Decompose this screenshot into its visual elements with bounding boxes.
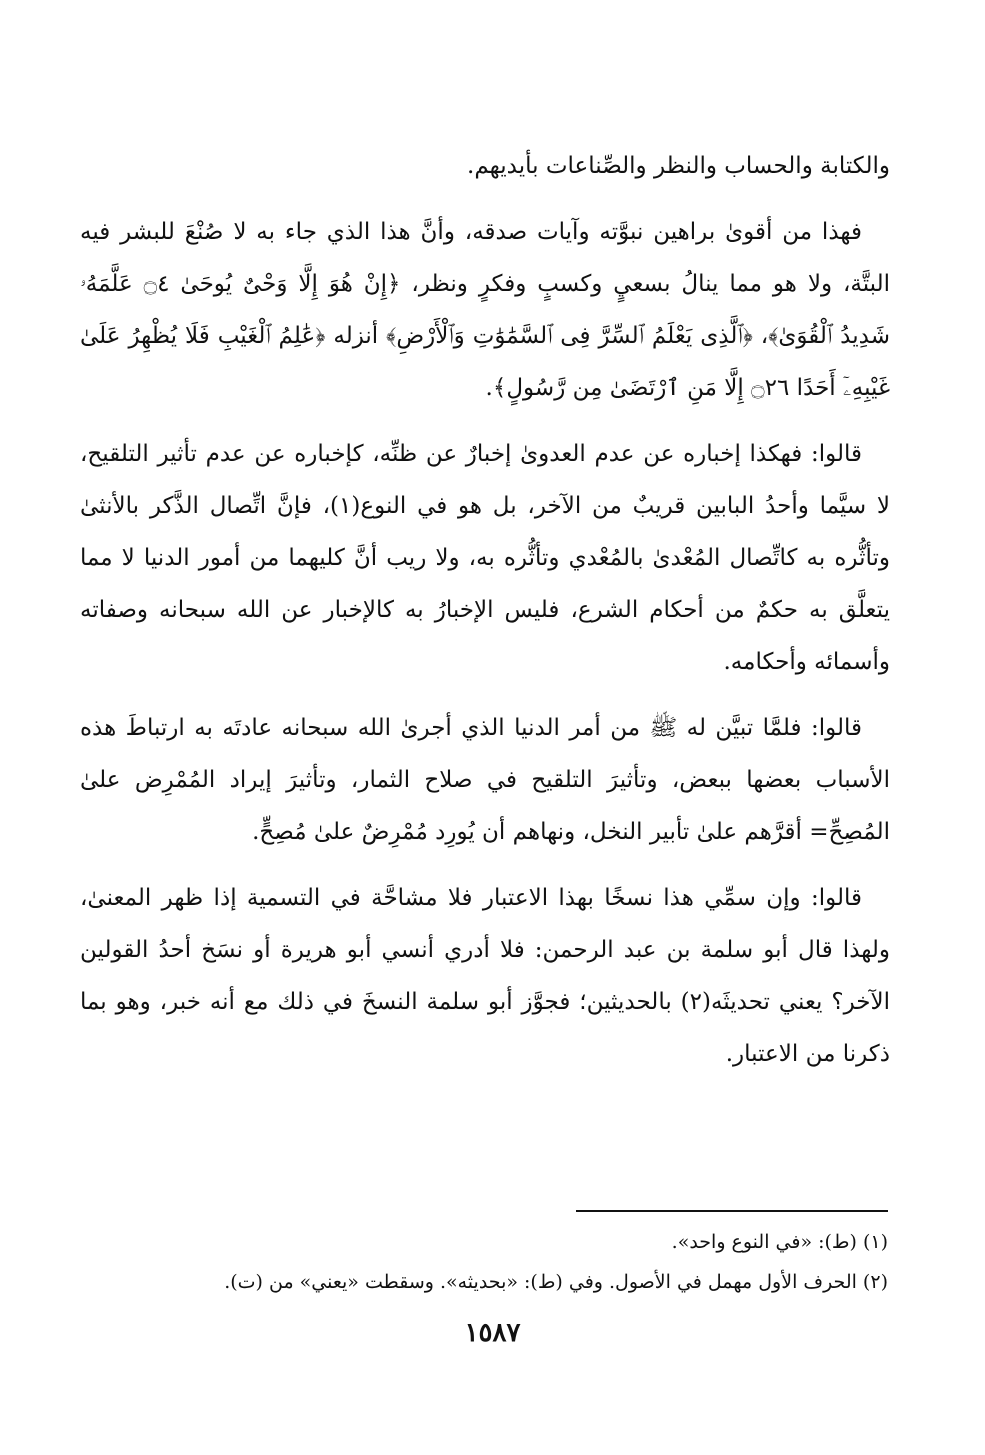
footnote-2: (٢) الحرف الأول مهمل في الأصول. وفي (ط): «بحديثه». وسقطت «يعني» من (ت). xyxy=(224,1271,888,1293)
paragraph-contagion-report: قالوا: فهكذا إخباره عن عدم العدوىٰ إخبارٌ عن ظنِّه، كإخباره عن عدم تأثير التلقيح، لا سيَّما وأحدُ البابين قريبٌ من الآخر، بل هو في النوع(١)، فإنَّ اتِّصال الذَّكر بالأنثىٰ وتأثُّره به كاتِّصال المُعْدىٰ بالمُعْدي وتأثُّره به، ولا ريب أنَّ كليهما من أمور الدنيا لا مما يتعلَّق به حكمٌ من أحكام الشرع، فليس الإخبارُ به كالإخبار عن الله سبحانه وصفاته وأسمائه وأحكامه. xyxy=(80,441,891,675)
page-body xyxy=(80,140,890,1094)
paragraph-prophethood-proofs: فهذا من أقوىٰ براهين نبوَّته وآيات صدقه، وأنَّ هذا الذي جاء به لا صُنْعَ للبشر فيه البتَّة، ولا هو مما ينالُ بسعيٍ وكسبٍ وفكرٍ ونظر، ﴿إِنْ هُوَ إِلَّا وَحْىٌ يُوحَىٰ ۝٤ عَلَّمَهُۥ شَدِيدُ ٱلْقُوَىٰ﴾، ﴿ٱلَّذِى يَعْلَمُ ٱلسِّرَّ فِى ٱلسَّمَٰوَٰتِ وَٱلْأَرْضِ﴾ أنزله ﴿عَٰلِمُ ٱلْغَيْبِ فَلَا يُظْهِرُ عَلَىٰ غَيْبِهِۦٓ أَحَدًا ۝٢٦ إِلَّا مَنِ ٱرْتَضَىٰ مِن رَّسُولٍ﴾. xyxy=(80,219,891,401)
footnotes xyxy=(80,1222,888,1302)
paragraph-pollination: قالوا: فلمَّا تبيَّن له ﷺ من أمر الدنيا الذي أجرىٰ الله سبحانه عادتَه به ارتباطَ هذه الأسباب بعضها ببعض، وتأثيرَ التلقيح في صلاح الثمار، وتأثيرَ إيراد المُمْرِض علىٰ المُصِحِّ= أقرَّهم علىٰ تأبير النخل، ونهاهم أن يُورِد مُمْرِضٌ علىٰ مُصِحٍّ. xyxy=(80,715,890,845)
footnote-divider xyxy=(576,1210,888,1212)
page-number: ١٥٨٧ xyxy=(464,1318,521,1348)
footnote-1: (١) (ط): «في النوع واحد». xyxy=(671,1231,888,1253)
paragraph-continuation: والكتابة والحساب والنظر والصِّناعات بأيديهم. xyxy=(467,153,890,179)
paragraph-abrogation: قالوا: وإن سمِّي هذا نسخًا بهذا الاعتبار فلا مشاحَّة في التسمية إذا ظهر المعنىٰ، ولهذا قال أبو سلمة بن عبد الرحمن: فلا أدري أنسي أبو هريرة أو نسَخ أحدُ القولين الآخر؟ يعني تحديثَه(٢) بالحديثين؛ فجوَّز أبو سلمة النسخَ في ذلك مع أنه خبر، وهو بما ذكرنا من الاعتبار. xyxy=(80,885,890,1067)
